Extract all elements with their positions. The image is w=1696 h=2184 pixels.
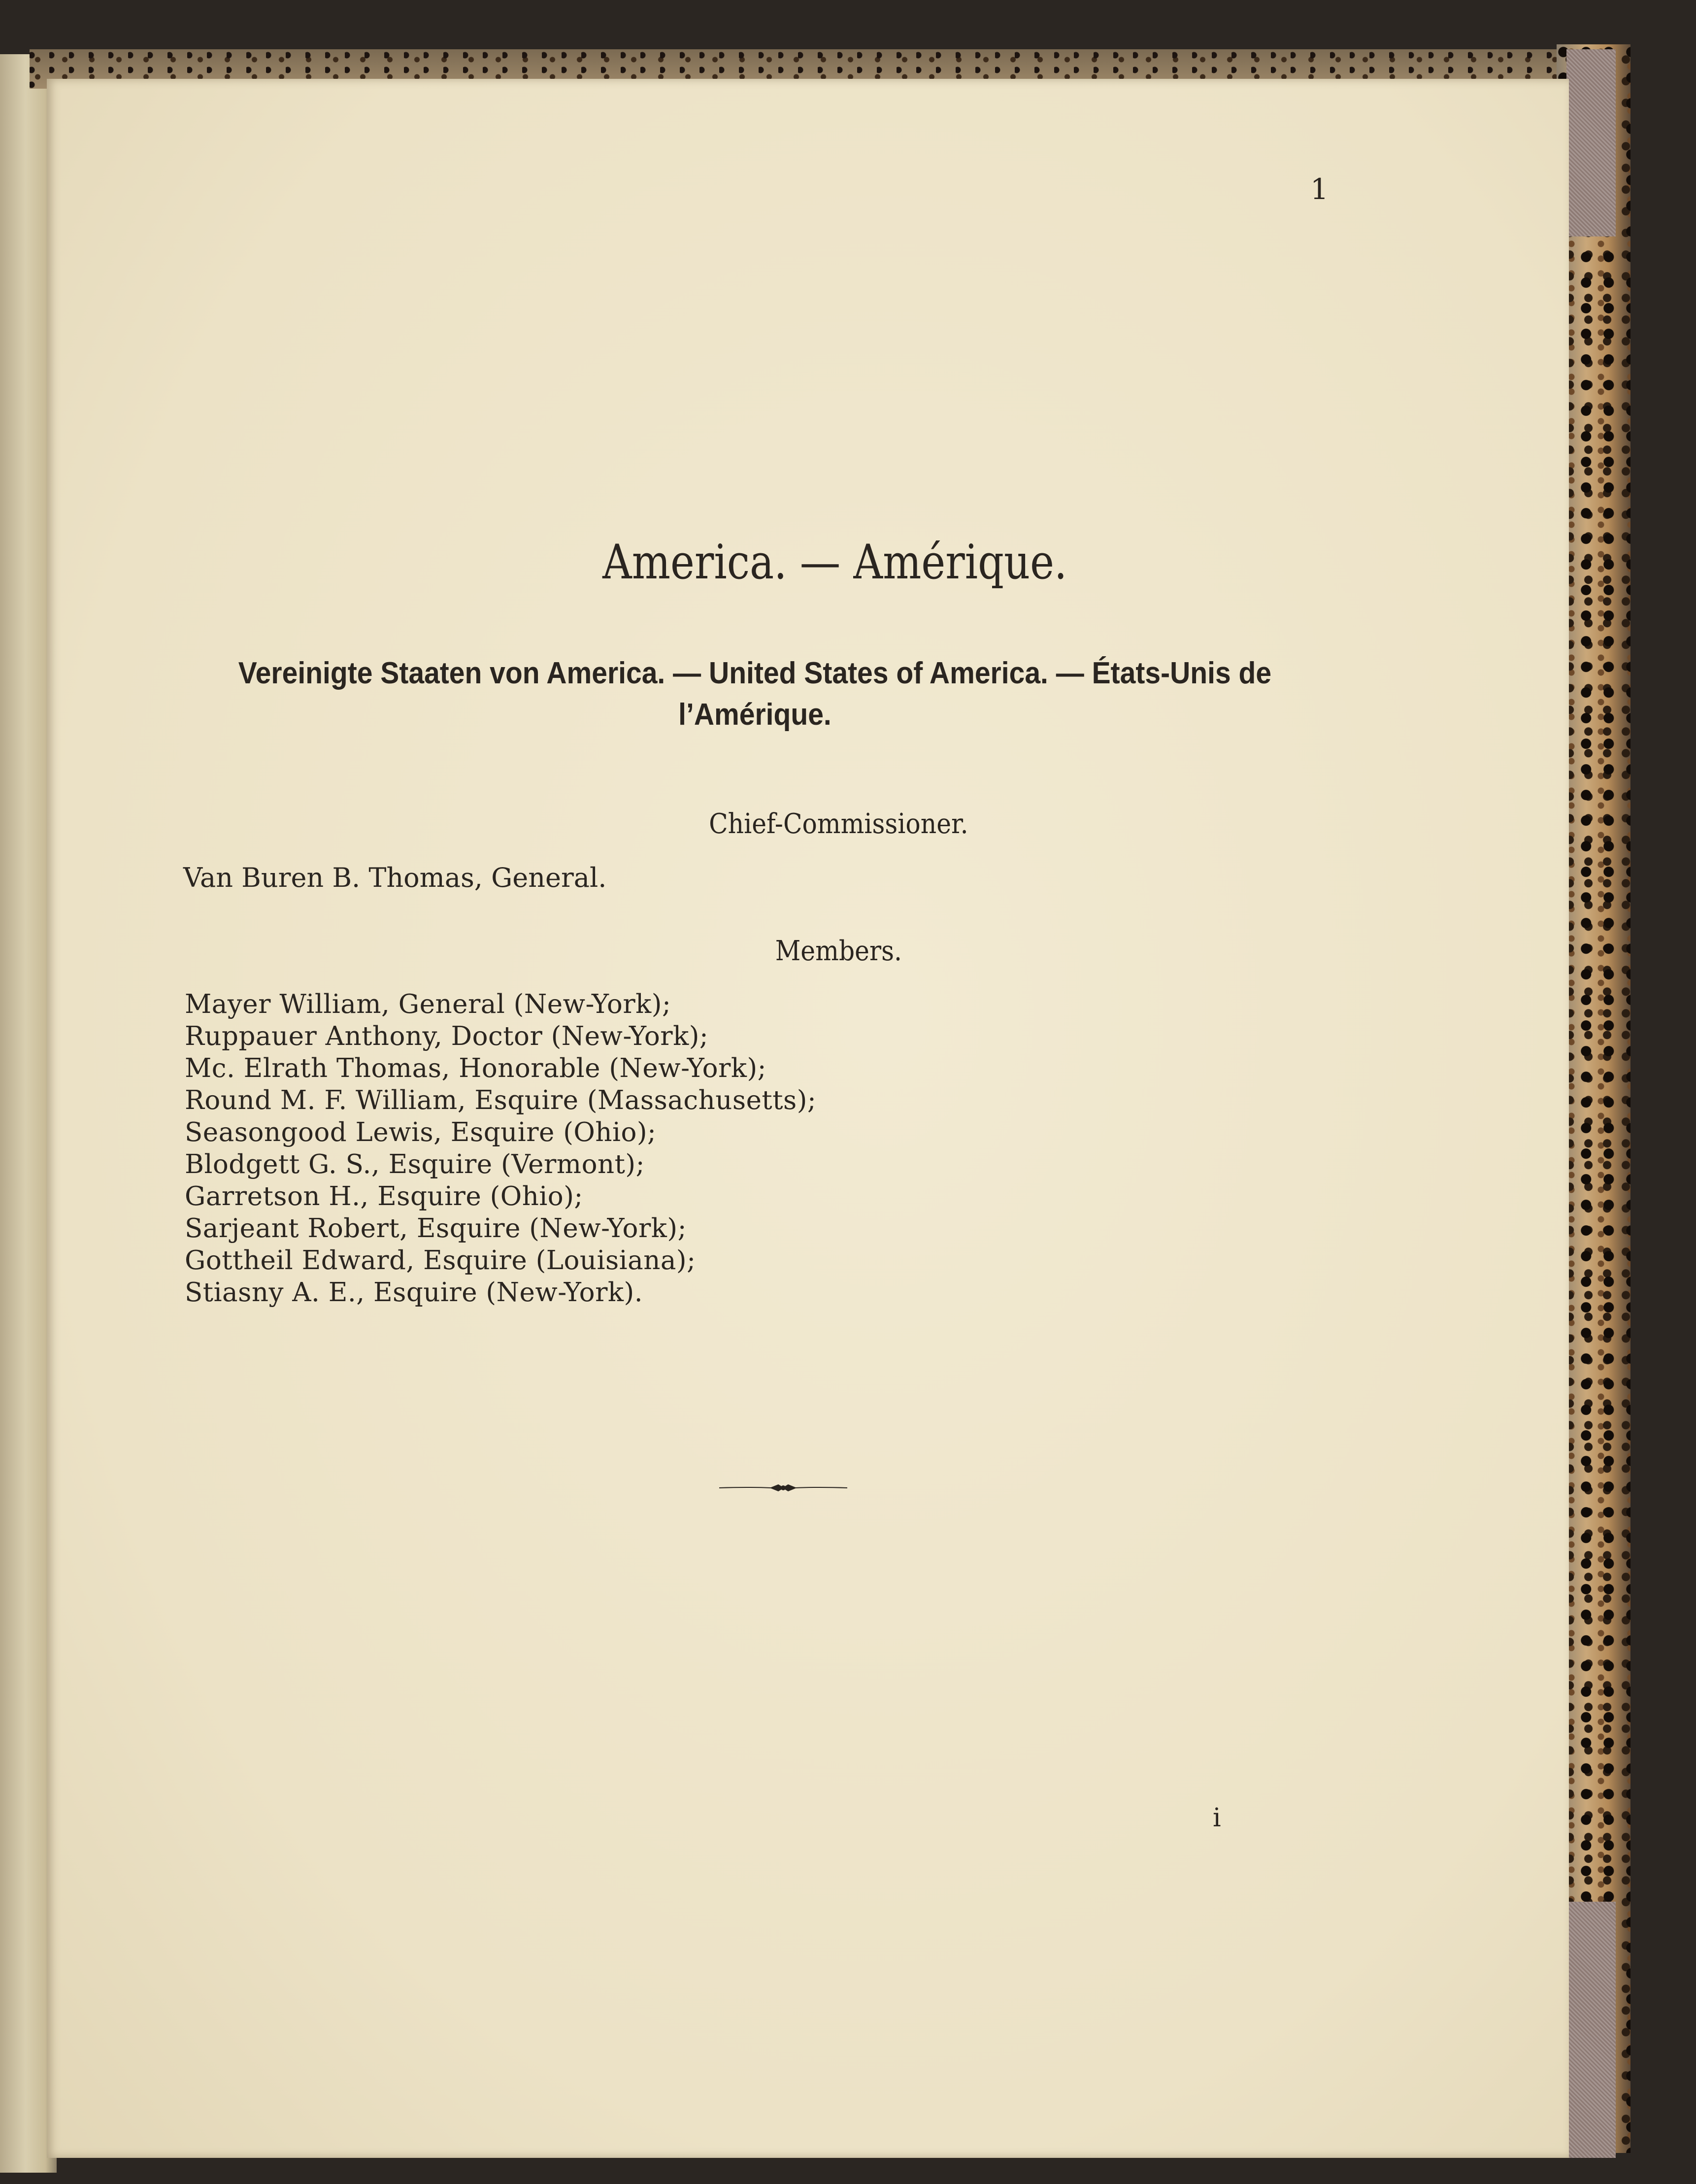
country-heading: Vereinigte Staaten von America. — United States of America. — États-Unis de l’Amérique. <box>238 656 1272 732</box>
member-entry: Garretson H., Esquire (Ohio); <box>185 1181 583 1211</box>
member-entry: Mc. Elrath Thomas, Honorable (New-York); <box>185 1053 766 1083</box>
member-entry: Blodgett G. S., Esquire (Vermont); <box>185 1149 645 1179</box>
member-entry: Seasongood Lewis, Esquire (Ohio); <box>185 1117 657 1147</box>
member-entry: Gottheil Edward, Esquire (Louisiana); <box>185 1245 696 1276</box>
signature-mark: i <box>1213 1803 1221 1833</box>
member-entry: Ruppauer Anthony, Doctor (New-York); <box>185 1021 709 1051</box>
section-divider-ornament <box>719 1478 847 1498</box>
members-list <box>185 988 816 1309</box>
page-title: America. — Amérique. <box>602 535 1067 590</box>
member-entry: Round M. F. William, Esquire (Massachusetts); <box>185 1085 817 1115</box>
page-number: 1 <box>1310 172 1329 206</box>
cover-cloth-corner-top <box>1566 49 1616 236</box>
chief-commissioner-label: Chief-Commissioner. <box>709 808 968 840</box>
chief-commissioner-name: Van Buren B. Thomas, General. <box>183 862 607 893</box>
member-entry: Mayer William, General (New-York); <box>185 989 671 1019</box>
cover-cloth-corner-bottom <box>1566 1902 1616 2158</box>
members-label: Members. <box>775 935 902 967</box>
member-entry: Sarjeant Robert, Esquire (New-York); <box>185 1213 687 1243</box>
member-entry: Stiasny A. E., Esquire (New-York). <box>185 1277 643 1308</box>
